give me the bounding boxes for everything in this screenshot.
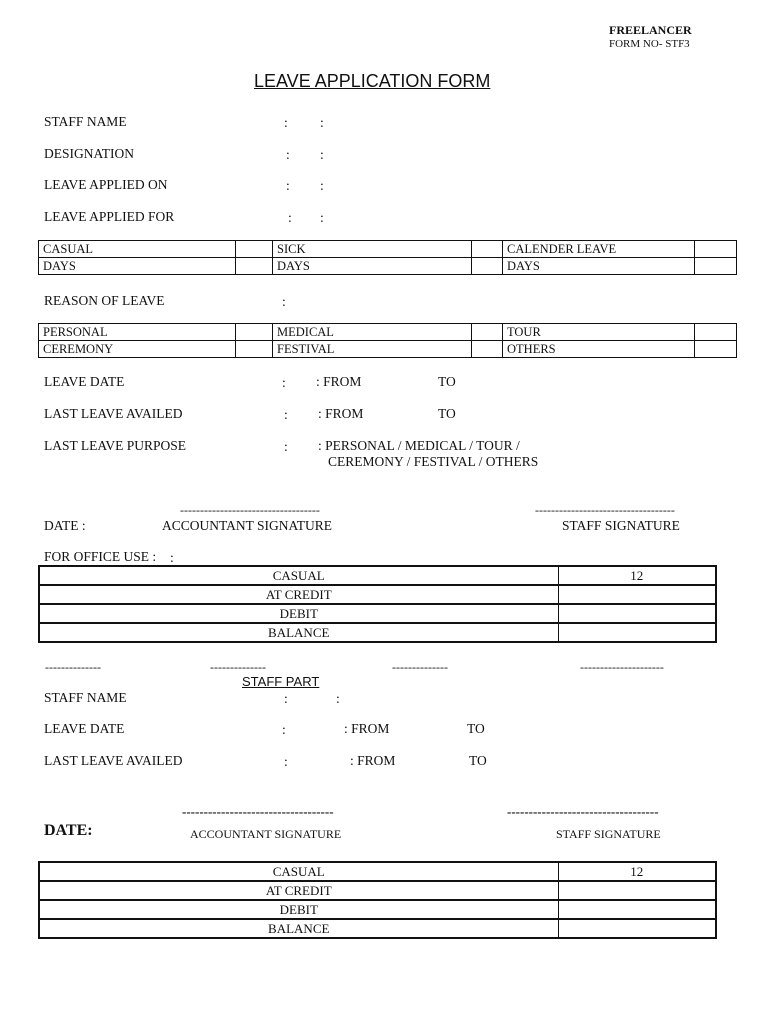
form-number: FORM NO- STF3 (609, 38, 690, 50)
leave-applied-on-colon: : (286, 178, 290, 193)
reason-row (39, 324, 737, 341)
office-use-row-label: AT CREDIT (39, 881, 558, 900)
leave-type-row (39, 241, 737, 258)
office-use-row-label: DEBIT (39, 900, 558, 919)
staff-name-value-colon: : (320, 115, 324, 130)
table-row (39, 862, 716, 881)
purpose-options-line2: CEREMONY / FESTIVAL / OTHERS (328, 454, 539, 469)
staff-signature-label: STAFF SIGNATURE (562, 518, 680, 533)
last-leave-availed-colon: : (284, 407, 288, 422)
reason-cell: PERSONAL (39, 324, 236, 341)
reason-table (38, 323, 737, 358)
office-use-row-label: CASUAL (39, 566, 558, 585)
staff-part-last-leave-to: TO (469, 753, 487, 768)
leave-applied-for-value-colon: : (320, 210, 324, 225)
office-use-label: FOR OFFICE USE : (44, 549, 157, 564)
staff-part-title: STAFF PART (242, 674, 320, 689)
leave-days-input[interactable] (695, 258, 737, 275)
accountant-signature-label: ACCOUNTANT SIGNATURE (162, 518, 333, 533)
reason-of-leave-label: REASON OF LEAVE (44, 293, 165, 308)
table-row (39, 623, 716, 642)
staff-name-colon: : (284, 115, 288, 130)
cut-line-segment: -------------- (210, 660, 266, 674)
office-use-row-value[interactable] (558, 623, 716, 642)
staff-part-leave-date-label: LEAVE DATE (44, 721, 125, 736)
table-row (39, 881, 716, 900)
accountant-signature-line: ----------------------------------- (180, 503, 320, 517)
reason-row (39, 341, 737, 358)
last-leave-availed-label: LAST LEAVE AVAILED (44, 406, 183, 421)
office-use-row-value[interactable] (558, 881, 716, 900)
last-leave-availed-to: TO (438, 406, 456, 421)
designation-value-colon: : (320, 147, 324, 162)
leave-date-colon: : (282, 375, 286, 390)
staff-part-name-label: STAFF NAME (44, 690, 127, 705)
staff-signature-line: ----------------------------------- (535, 503, 675, 517)
office-use-table-2 (38, 861, 717, 939)
staff-signature-line-2: ----------------------------------- (507, 804, 659, 819)
office-use-row-label: BALANCE (39, 623, 558, 642)
table-row (39, 566, 716, 585)
leave-type-cell: SICK (273, 241, 472, 258)
leave-date-label: LEAVE DATE (44, 374, 125, 389)
leave-applied-for-label: LEAVE APPLIED FOR (44, 209, 175, 224)
leave-days-cell: DAYS (39, 258, 236, 275)
designation-colon: : (286, 147, 290, 162)
last-leave-availed-from: : FROM (318, 406, 364, 421)
table-row (39, 585, 716, 604)
reason-cell: TOUR (503, 324, 695, 341)
staff-name-label: STAFF NAME (44, 114, 127, 129)
office-use-row-value[interactable] (558, 585, 716, 604)
leave-days-cell: DAYS (273, 258, 472, 275)
staff-part-last-leave-from: : FROM (350, 753, 396, 768)
leave-applied-on-label: LEAVE APPLIED ON (44, 177, 168, 192)
staff-part-leave-date-from: : FROM (344, 721, 390, 736)
office-use-row-value[interactable] (558, 900, 716, 919)
office-use-table (38, 565, 717, 643)
leave-applied-on-value-colon: : (320, 178, 324, 193)
leave-type-table (38, 240, 737, 275)
reason-input[interactable] (236, 341, 273, 358)
leave-type-cell: CALENDER LEAVE (503, 241, 695, 258)
table-row (39, 919, 716, 938)
leave-type-input[interactable] (472, 241, 503, 258)
leave-type-input[interactable] (695, 241, 737, 258)
staff-part-last-leave-label: LAST LEAVE AVAILED (44, 753, 183, 768)
designation-label: DESIGNATION (44, 146, 134, 161)
reason-input[interactable] (236, 324, 273, 341)
staff-part-leave-date-colon: : (282, 722, 286, 737)
office-use-row-value[interactable] (558, 604, 716, 623)
staff-part-name-value-colon: : (336, 691, 340, 706)
reason-cell: MEDICAL (273, 324, 472, 341)
reason-cell: FESTIVAL (273, 341, 472, 358)
reason-cell: CEREMONY (39, 341, 236, 358)
office-use-row-value[interactable]: 12 (558, 862, 716, 881)
staff-part-name-colon: : (284, 691, 288, 706)
leave-days-row (39, 258, 737, 275)
purpose-options-line1: : PERSONAL / MEDICAL / TOUR / (318, 438, 520, 453)
reason-of-leave-colon: : (282, 294, 286, 309)
company-name: FREELANCER (609, 23, 692, 37)
last-leave-purpose-label: LAST LEAVE PURPOSE (44, 438, 187, 453)
cut-line-segment: --------------------- (580, 660, 664, 674)
leave-applied-for-colon: : (288, 210, 292, 225)
leave-type-input[interactable] (236, 241, 273, 258)
reason-input[interactable] (472, 341, 503, 358)
accountant-signature-label-2: ACCOUNTANT SIGNATURE (190, 827, 342, 841)
date-label: DATE : (44, 518, 86, 533)
reason-input[interactable] (695, 341, 737, 358)
accountant-signature-line-2: ----------------------------------- (182, 804, 334, 819)
last-leave-purpose-colon: : (284, 439, 288, 454)
office-use-row-value[interactable]: 12 (558, 566, 716, 585)
staff-part-leave-date-to: TO (467, 721, 485, 736)
table-row (39, 604, 716, 623)
staff-signature-label-2: STAFF SIGNATURE (556, 827, 661, 841)
date-label-2: DATE: (44, 822, 93, 839)
reason-input[interactable] (695, 324, 737, 341)
leave-days-input[interactable] (236, 258, 273, 275)
table-row (39, 900, 716, 919)
staff-part-last-leave-colon: : (284, 754, 288, 769)
office-use-row-label: CASUAL (39, 862, 558, 881)
leave-date-from: : FROM (316, 374, 362, 389)
office-use-row-label: BALANCE (39, 919, 558, 938)
office-use-row-value[interactable] (558, 919, 716, 938)
office-use-colon: : (170, 550, 174, 565)
office-use-row-label: DEBIT (39, 604, 558, 623)
form-title: LEAVE APPLICATION FORM (254, 71, 491, 91)
reason-cell: OTHERS (503, 341, 695, 358)
leave-days-input[interactable] (472, 258, 503, 275)
cut-line-segment: -------------- (45, 660, 101, 674)
reason-input[interactable] (472, 324, 503, 341)
leave-date-to: TO (438, 374, 456, 389)
leave-type-cell: CASUAL (39, 241, 236, 258)
cut-line-segment: -------------- (392, 660, 448, 674)
office-use-row-label: AT CREDIT (39, 585, 558, 604)
leave-days-cell: DAYS (503, 258, 695, 275)
